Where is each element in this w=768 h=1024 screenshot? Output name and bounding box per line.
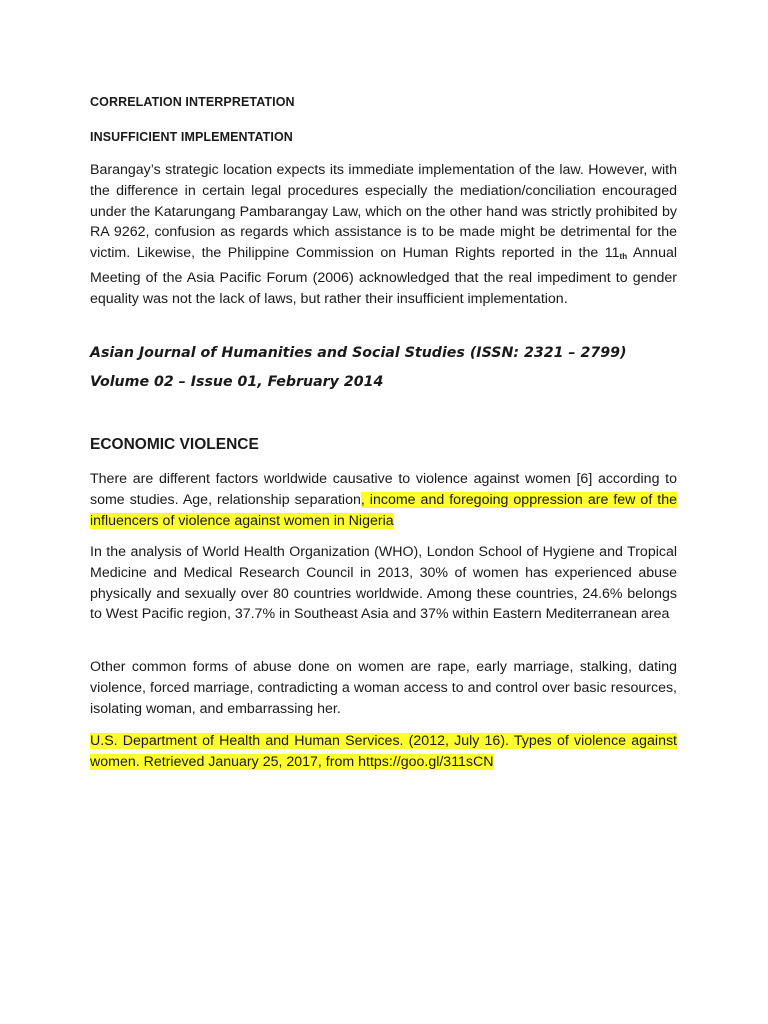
paragraph-forms-of-abuse: Other common forms of abuse done on women are rape, early marriage, stalking, dating violence, forced marriage, contradicting a woman access to and control over basic resources, isolating woman, and embarrassing her. bbox=[90, 659, 677, 717]
heading-correlation-interpretation: CORRELATION INTERPRETATION bbox=[90, 95, 295, 109]
ordinal-suffix: th bbox=[619, 252, 628, 262]
highlighted-text: , income and foregoing oppression are few of the influencers of violence against women in Nigeria bbox=[90, 491, 677, 529]
highlighted-text: U.S. Department of Health and Human Services. (2012, July 16). Types of violence against women. Retrieved January 25, 2017, from https://goo.gl/311sCN bbox=[90, 733, 677, 770]
paragraph-factors bbox=[90, 469, 677, 531]
paragraph-who-analysis: In the analysis of World Health Organization (WHO), London School of Hygiene and Tropical Medicine and Medical Research Council in 2013, 30% of women has experienced abuse physically and sexually over 80 countries worldwide. Among these countries, 24.6% belongs to West Pacific region, 37.7% in Southeast Asia and 37% within Eastern Mediterranean area bbox=[90, 544, 677, 623]
heading-insufficient-implementation: INSUFFICIENT IMPLEMENTATION bbox=[90, 130, 293, 144]
citation-asian-journal: Asian Journal of Humanities and Social Studies (ISSN: 2321 – 2799) Volume 02 – Issue 01, February 2014 bbox=[90, 345, 627, 390]
paragraph-text: There are different factors worldwide causative to violence against women [6] according to some studies. Age, relationship separation bbox=[90, 471, 677, 508]
heading-economic-violence: ECONOMIC VIOLENCE bbox=[90, 436, 259, 453]
citation-hhs bbox=[90, 731, 677, 773]
paragraph-text: Annual Meeting of the Asia Pacific Forum (2006) acknowledged that the real impediment to gender equality was not the lack of laws, but rather their insufficient implementation. bbox=[90, 245, 677, 307]
paragraph-insufficient-implementation bbox=[90, 160, 677, 310]
paragraph-text: Barangay’s strategic location expects its immediate implementation of the law. However, with the difference in certain legal procedures especially the mediation/conciliation encouraged under the Katarungang Pambarangay Law, which on the other hand was strictly prohibited by RA 9262, confusion as regards which assistance is to be made might be detrimental for the victim. Likewise, the Philippine Commission on Human Rights reported in the 11 bbox=[90, 162, 677, 262]
